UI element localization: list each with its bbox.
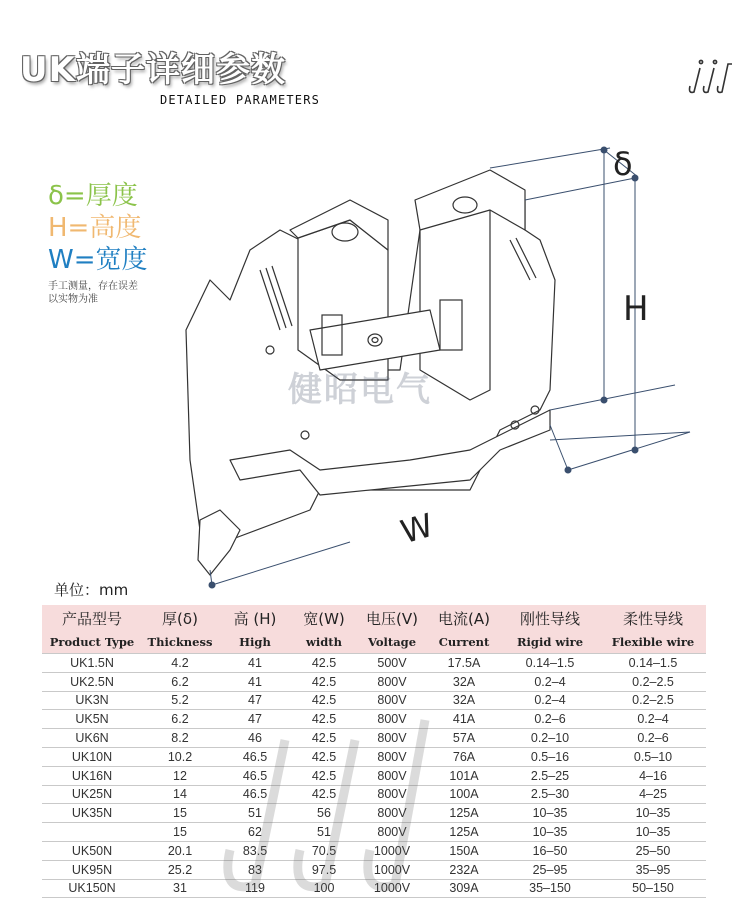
table-cell: 51 <box>218 804 292 823</box>
table-cell: 46 <box>218 729 292 748</box>
table-row <box>42 691 706 710</box>
cell-product-type: UK35N <box>42 804 142 823</box>
table-cell: 32A <box>428 691 500 710</box>
table-cell: 42.5 <box>292 785 356 804</box>
table-cell: 0.2–4 <box>500 672 600 691</box>
table-cell: 83 <box>218 860 292 879</box>
legend-note-line1: 手工测量，存在误差 <box>48 281 138 292</box>
table-row <box>42 841 706 860</box>
terminal-drawing <box>170 130 710 590</box>
table-cell: 232A <box>428 860 500 879</box>
table-row <box>42 879 706 898</box>
table-cell: 800V <box>356 747 428 766</box>
table-body <box>42 654 706 898</box>
table-cell: 0.14–1.5 <box>500 654 600 673</box>
cell-product-type: UK150N <box>42 879 142 898</box>
cell-product-type: UK5N <box>42 710 142 729</box>
table-cell: 25–50 <box>600 841 706 860</box>
dimension-legend <box>48 180 148 306</box>
table-cell: 1000V <box>356 841 428 860</box>
col-header: 柔性导线 <box>600 605 706 631</box>
table-cell: 15 <box>142 804 218 823</box>
table-cell: 42.5 <box>292 710 356 729</box>
table-cell: 41 <box>218 672 292 691</box>
col-header: 厚(δ) <box>142 605 218 631</box>
header-row-en <box>42 631 706 654</box>
table-cell: 309A <box>428 879 500 898</box>
table-cell: 119 <box>218 879 292 898</box>
table-cell: 57A <box>428 729 500 748</box>
table-row <box>42 823 706 842</box>
table-cell: 5.2 <box>142 691 218 710</box>
cell-product-type: UK16N <box>42 766 142 785</box>
table-cell: 150A <box>428 841 500 860</box>
table-cell: 0.14–1.5 <box>600 654 706 673</box>
table-cell: 2.5–25 <box>500 766 600 785</box>
table-cell: 125A <box>428 804 500 823</box>
table-cell: 97.5 <box>292 860 356 879</box>
col-header-en: width <box>292 631 356 654</box>
cell-product-type: UK6N <box>42 729 142 748</box>
table-cell: 800V <box>356 804 428 823</box>
cell-product-type: UK1.5N <box>42 654 142 673</box>
col-header: 刚性导线 <box>500 605 600 631</box>
table-cell: 10–35 <box>600 804 706 823</box>
table-cell: 4–25 <box>600 785 706 804</box>
table-cell: 83.5 <box>218 841 292 860</box>
cell-product-type: UK10N <box>42 747 142 766</box>
table-cell: 100A <box>428 785 500 804</box>
table-cell: 6.2 <box>142 710 218 729</box>
table-cell: 10–35 <box>500 804 600 823</box>
table-cell: 46.5 <box>218 785 292 804</box>
table-cell: 0.2–6 <box>600 729 706 748</box>
col-header: 宽(W) <box>292 605 356 631</box>
table-cell: 12 <box>142 766 218 785</box>
table-cell: 101A <box>428 766 500 785</box>
table-cell: 0.2–6 <box>500 710 600 729</box>
legend-thickness: δ=厚度 <box>48 181 138 211</box>
col-header: 产品型号 <box>42 605 142 631</box>
cell-product-type: UK3N <box>42 691 142 710</box>
table-cell: 0.5–16 <box>500 747 600 766</box>
table-cell: 16–50 <box>500 841 600 860</box>
cell-product-type: UK2.5N <box>42 672 142 691</box>
table-row <box>42 654 706 673</box>
table-cell: 10–35 <box>600 823 706 842</box>
table-cell: 35–95 <box>600 860 706 879</box>
table-cell: 800V <box>356 710 428 729</box>
table-row <box>42 766 706 785</box>
table-cell: 800V <box>356 823 428 842</box>
table-cell: 70.5 <box>292 841 356 860</box>
table-cell: 76A <box>428 747 500 766</box>
col-header-en: Product Type <box>42 631 142 654</box>
table-cell: 51 <box>292 823 356 842</box>
table-cell: 47 <box>218 691 292 710</box>
col-header-en: Thickness <box>142 631 218 654</box>
cell-product-type: UK95N <box>42 860 142 879</box>
brand-logo <box>684 56 736 96</box>
table-cell: 20.1 <box>142 841 218 860</box>
table-cell: 15 <box>142 823 218 842</box>
table-cell: 500V <box>356 654 428 673</box>
w-label: W <box>396 505 438 552</box>
col-header: 电压(V) <box>356 605 428 631</box>
page-title: UK端子详细参数 <box>20 50 286 90</box>
col-header-en: Rigid wire <box>500 631 600 654</box>
cell-product-type: UK50N <box>42 841 142 860</box>
table-cell: 35–150 <box>500 879 600 898</box>
table-cell: 46.5 <box>218 747 292 766</box>
table-cell: 47 <box>218 710 292 729</box>
table-cell: 41A <box>428 710 500 729</box>
table-cell: 17.5A <box>428 654 500 673</box>
table-cell: 14 <box>142 785 218 804</box>
table-cell: 0.2–4 <box>600 710 706 729</box>
legend-width: W=宽度 <box>48 245 148 275</box>
col-header-en: High <box>218 631 292 654</box>
table-cell: 10–35 <box>500 823 600 842</box>
table-cell: 0.2–2.5 <box>600 691 706 710</box>
table-row <box>42 710 706 729</box>
table-cell: 42.5 <box>292 691 356 710</box>
unit-label: 单位：mm <box>54 581 129 599</box>
table-cell: 1000V <box>356 860 428 879</box>
table-cell: 31 <box>142 879 218 898</box>
table-cell: 100 <box>292 879 356 898</box>
table-cell: 4.2 <box>142 654 218 673</box>
watermark-text: 健昭电气 <box>288 370 432 410</box>
table-cell: 56 <box>292 804 356 823</box>
table-cell: 6.2 <box>142 672 218 691</box>
table-cell: 4–16 <box>600 766 706 785</box>
table-cell: 125A <box>428 823 500 842</box>
table-cell: 62 <box>218 823 292 842</box>
cell-product-type: UK25N <box>42 785 142 804</box>
table-cell: 800V <box>356 672 428 691</box>
table-cell: 41 <box>218 654 292 673</box>
table-cell: 800V <box>356 766 428 785</box>
table-cell: 25.2 <box>142 860 218 879</box>
table-row <box>42 804 706 823</box>
table-row <box>42 785 706 804</box>
table-cell: 32A <box>428 672 500 691</box>
delta-label: δ <box>613 145 633 183</box>
table-cell: 800V <box>356 691 428 710</box>
legend-height: H=高度 <box>48 213 142 243</box>
table-cell: 10.2 <box>142 747 218 766</box>
table-cell: 2.5–30 <box>500 785 600 804</box>
table-row <box>42 672 706 691</box>
col-header: 电流(A) <box>428 605 500 631</box>
table-cell: 1000V <box>356 879 428 898</box>
table-cell: 42.5 <box>292 729 356 748</box>
table-cell: 25–95 <box>500 860 600 879</box>
table-cell: 0.2–4 <box>500 691 600 710</box>
table-cell: 42.5 <box>292 654 356 673</box>
table-cell: 42.5 <box>292 766 356 785</box>
parameters-table <box>42 605 706 898</box>
col-header: 高 (H) <box>218 605 292 631</box>
header-row-cn <box>42 605 706 631</box>
parameters-table-wrap <box>42 605 706 898</box>
h-label: H <box>623 289 649 329</box>
table-cell: 800V <box>356 729 428 748</box>
table-cell: 0.2–10 <box>500 729 600 748</box>
cell-product-type <box>42 823 142 842</box>
table-cell: 800V <box>356 785 428 804</box>
table-cell: 50–150 <box>600 879 706 898</box>
table-cell: 42.5 <box>292 747 356 766</box>
legend-note-line2: 以实物为准 <box>48 294 98 305</box>
table-cell: 0.5–10 <box>600 747 706 766</box>
col-header-en: Voltage <box>356 631 428 654</box>
table-row <box>42 747 706 766</box>
col-header-en: Flexible wire <box>600 631 706 654</box>
table-cell: 8.2 <box>142 729 218 748</box>
col-header-en: Current <box>428 631 500 654</box>
table-cell: 0.2–2.5 <box>600 672 706 691</box>
table-cell: 46.5 <box>218 766 292 785</box>
table-cell: 42.5 <box>292 672 356 691</box>
legend-note <box>48 280 148 306</box>
table-row <box>42 729 706 748</box>
page-subtitle: DETAILED PARAMETERS <box>160 93 321 107</box>
table-row <box>42 860 706 879</box>
